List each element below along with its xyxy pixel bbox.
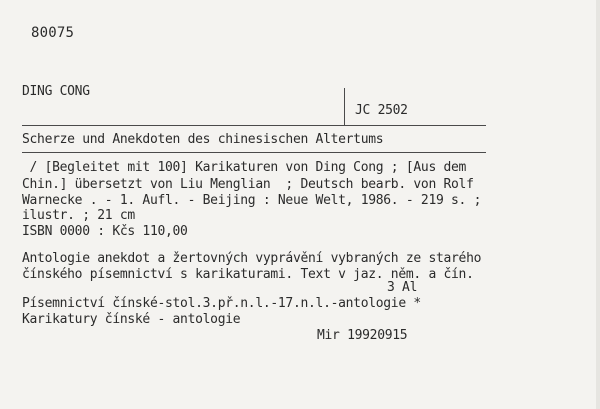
description-line: / [Begleitet mit 100] Karikaturen von Ding Cong ; [Aus dem <box>22 160 467 175</box>
isbn-price: ISBN 0000 : Kčs 110,00 <box>22 224 188 239</box>
description-line: ilustr. ; 21 cm <box>22 208 135 223</box>
processing-note: Mir 19920915 <box>317 328 408 343</box>
description-line: Warnecke . - 1. Aufl. - Beijing : Neue Welt, 1986. - 219 s. ; <box>22 193 482 208</box>
classification-code: 3 Al <box>387 280 418 295</box>
heading-rule-top <box>22 125 486 126</box>
subject-heading: Písemnictví čínské-stol.3.př.n.l.-17.n.l.-antologie * <box>22 296 421 311</box>
subject-heading: Karikatury čínské - antologie <box>22 312 241 327</box>
title-heading: Scherze und Anekdoten des chinesischen Altertums <box>22 132 384 147</box>
description-line: Chin.] übersetzt von Liu Menglian ; Deutsch bearb. von Rolf <box>22 177 474 192</box>
heading-rule-bottom <box>22 152 486 153</box>
annotation-line: čínského písemnictví s karikaturami. Text v jaz. něm. a čín. <box>22 267 474 282</box>
call-number: JC 2502 <box>355 103 408 118</box>
call-number-divider <box>344 88 345 125</box>
card-number: 80075 <box>31 25 75 41</box>
author-heading: DING CONG <box>22 84 90 99</box>
card-edge <box>596 0 600 409</box>
annotation-line: Antologie anekdot a žertovných vyprávění vybraných ze starého <box>22 251 482 266</box>
